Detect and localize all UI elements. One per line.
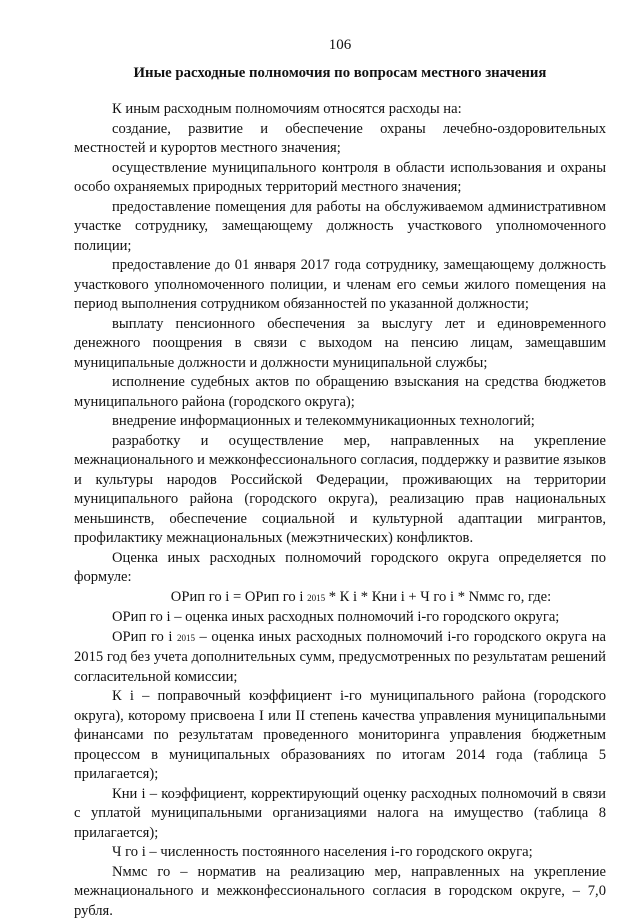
definition-term: ОРип го i — [112, 629, 177, 645]
definition — [74, 628, 606, 688]
list-item: создание, развитие и обеспечение охраны лечебно-оздоровительных местностей и курортов местного значения; — [74, 120, 606, 159]
list-item: осуществление муниципального контроля в области использования и охраны особо охраняемых природных территорий местного значения; — [74, 159, 606, 198]
page-number: 106 — [74, 36, 606, 56]
definition-text: – оценка иных расходных полномочий i-го городского округа на 2015 год без учета дополнительных сумм, предусмотренных по результатам решений согласительной комиссии; — [74, 629, 606, 685]
formula — [74, 588, 606, 609]
definition: ОРип го i – оценка иных расходных полномочий i-го городского округа; — [74, 608, 606, 628]
formula-part: * К i * Кни i + Ч го i * Nммс го, где: — [325, 589, 551, 605]
list-item: исполнение судебных актов по обращению взыскания на средства бюджетов муниципального района (городского округа); — [74, 373, 606, 412]
definition: К i – поправочный коэффициент i-го муниципального района (городского округа), которому присвоена I или II степень качества управления муниципальными финансами по результатам проведенного мониторинга управления бюджетным процессом в муниципальных образованиях по итогам 2014 года (таблица 5 прилагается); — [74, 687, 606, 785]
formula-part: ОРип го i = ОРип го i — [171, 589, 307, 605]
list-item: внедрение информационных и телекоммуникационных технологий; — [74, 412, 606, 432]
list-item: выплату пенсионного обеспечения за выслугу лет и единовременного денежного поощрения в связи с выходом на пенсию лицам, замещавшим муниципальные должности и должности муниципальной службы; — [74, 315, 606, 374]
definition: Ч го i – численность постоянного населения i-го городского округа; — [74, 843, 606, 863]
intro-paragraph: К иным расходным полномочиям относятся расходы на: — [74, 100, 606, 120]
definition: Кни i – коэффициент, корректирующий оценку расходных полномочий в связи с уплатой муниципальными организациями налога на имущество (таблица 8 прилагается); — [74, 785, 606, 844]
list-item: предоставление помещения для работы на обслуживаемом административном участке сотруднику, замещающему должность участкового уполномоченного полиции; — [74, 198, 606, 257]
formula-subscript: 2015 — [307, 593, 325, 603]
section-title: Иные расходные полномочия по вопросам местного значения — [74, 64, 606, 84]
document-page — [74, 36, 606, 921]
list-item: разработку и осуществление мер, направленных на укрепление межнационального и межконфессионального согласия, поддержку и развитие языков и культуры народов Российской Федерации, проживающих на территории муниципального района (городского округа), реализацию прав национальных меньшинств, обеспечение социальной и культурной адаптации мигрантов, профилактику межнациональных (межэтнических) конфликтов. — [74, 432, 606, 549]
definition-subscript: 2015 — [177, 633, 195, 643]
list-item: предоставление до 01 января 2017 года сотруднику, замещающему должность участкового уполномоченного полиции, и членам его семьи жилого помещения на период выполнения сотрудником обязанностей по указанной должности; — [74, 256, 606, 315]
definition: Nммс го – норматив на реализацию мер, направленных на укрепление межнационального и межконфессионального согласия в городском округе, – 7,0 рубля. — [74, 863, 606, 921]
formula-intro: Оценка иных расходных полномочий городского округа определяется по формуле: — [74, 549, 606, 588]
